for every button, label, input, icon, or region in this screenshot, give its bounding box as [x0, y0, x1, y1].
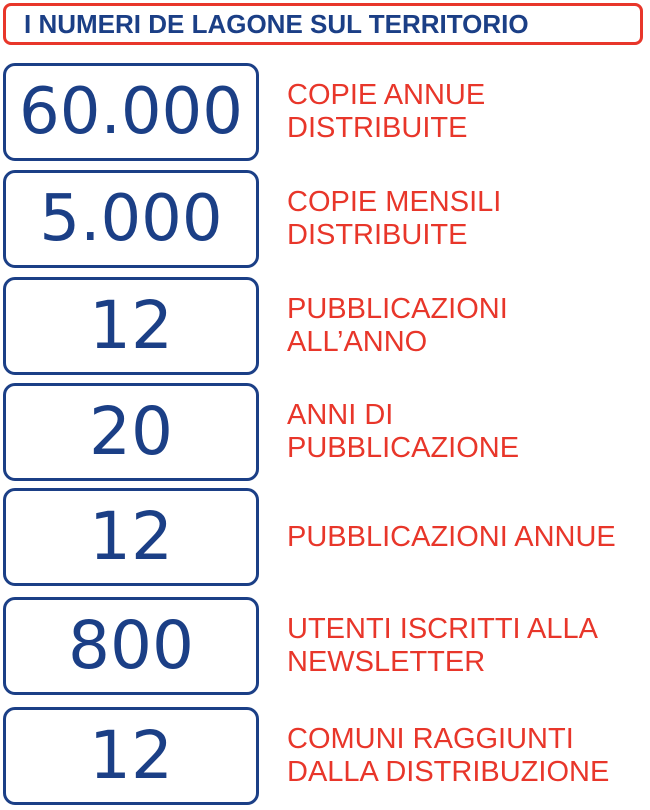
stat-value: 12: [89, 717, 173, 794]
stat-label: PUBBLICAZIONI ALL’ANNO: [287, 293, 508, 358]
stat-value-box: [3, 170, 259, 268]
stat-label: PUBBLICAZIONI ANNUE: [287, 520, 616, 553]
stat-label: UTENTI ISCRITTI ALLA NEWSLETTER: [287, 613, 598, 678]
stat-label: ANNI DI PUBBLICAZIONE: [287, 399, 520, 464]
stat-row-years-of-publication: [3, 383, 650, 481]
stat-value: 60.000: [19, 75, 243, 149]
stat-label: COPIE ANNUE DISTRIBUITE: [287, 79, 486, 144]
stat-value-box: [3, 707, 259, 805]
stat-value: 5.000: [39, 182, 223, 256]
stat-label: COMUNI RAGGIUNTI DALLA DISTRIBUZIONE: [287, 723, 610, 788]
stat-value-box: [3, 63, 259, 161]
stat-label: COPIE MENSILI DISTRIBUITE: [287, 186, 502, 251]
stat-value: 12: [89, 287, 173, 364]
stat-value: 20: [89, 393, 173, 470]
stat-row-annual-publications: [3, 488, 650, 586]
page-title: I NUMERI DE LAGONE SUL TERRITORIO: [24, 8, 529, 39]
stat-value-box: [3, 277, 259, 375]
stat-row-newsletter-users: [3, 597, 650, 695]
stat-value: 800: [68, 607, 194, 684]
title-banner: [3, 3, 643, 45]
stat-value: 12: [89, 498, 173, 575]
stat-value-box: [3, 488, 259, 586]
stat-row-municipalities-reached: [3, 707, 650, 805]
stat-value-box: [3, 597, 259, 695]
stat-row-yearly-publications: [3, 277, 650, 375]
stat-row-annual-copies: [3, 63, 650, 161]
stat-row-monthly-copies: [3, 170, 650, 268]
stat-value-box: [3, 383, 259, 481]
